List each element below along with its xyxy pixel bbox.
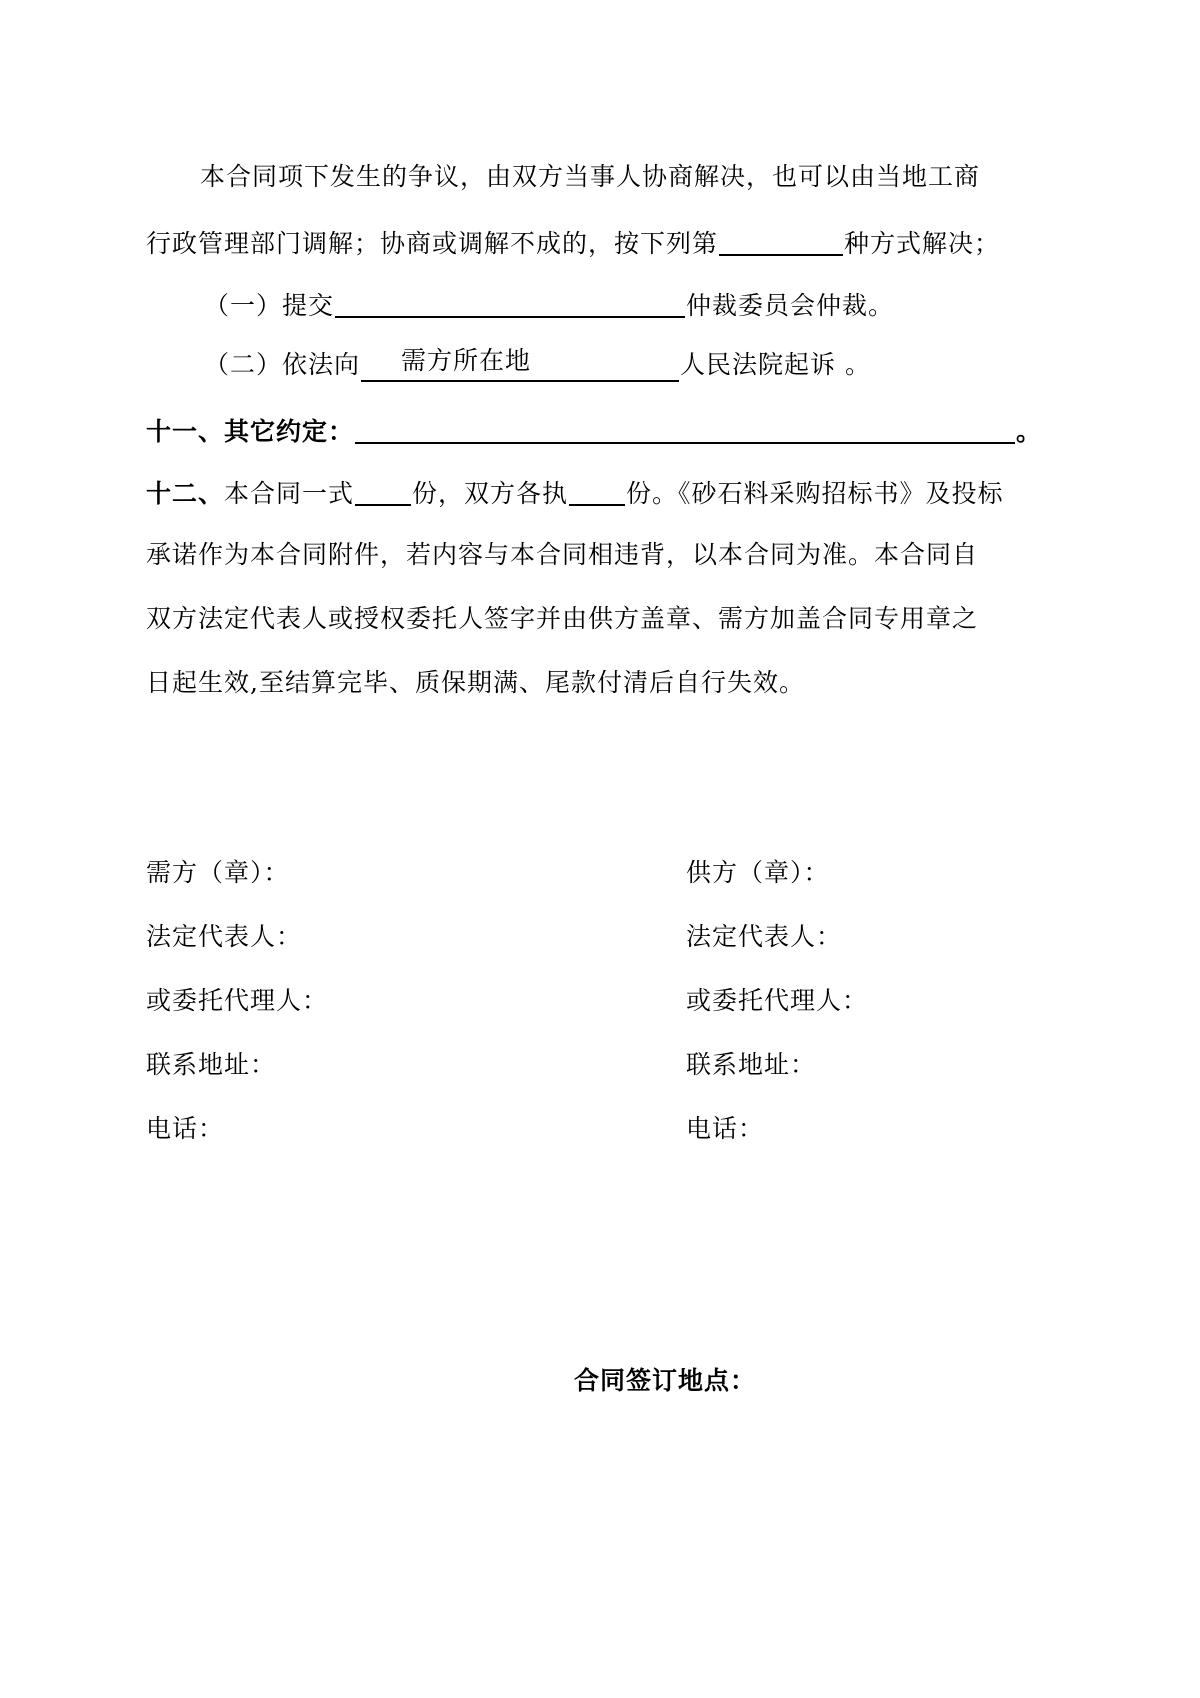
option-2-text-a: （二）依法向 bbox=[204, 350, 361, 379]
clause-12-text-2: 承诺作为本合同附件，若内容与本合同相违背，以本合同为准。本合同自 bbox=[146, 540, 979, 569]
clause-11-line bbox=[146, 412, 1042, 449]
option-1-line bbox=[204, 286, 894, 323]
supplier-rep-label: 法定代表人： bbox=[686, 922, 843, 951]
supplier-seal-label: 供方（章）： bbox=[686, 858, 830, 887]
clause-11-label: 十一、其它约定： bbox=[146, 417, 355, 446]
buyer-address-label: 联系地址： bbox=[146, 1050, 277, 1079]
court-location-value: 需方所在地 bbox=[401, 346, 532, 375]
clause-12-text-a: 本合同一式 bbox=[224, 479, 355, 508]
copies-each-blank[interactable] bbox=[569, 478, 625, 506]
buyer-phone-label: 电话： bbox=[146, 1114, 225, 1143]
clause-12-text-c: 份。《砂石料采购招标书》及投标 bbox=[626, 479, 1004, 508]
buyer-agent-label: 或委托代理人： bbox=[146, 986, 329, 1015]
clause-12-line-3 bbox=[146, 602, 978, 636]
supplier-agent-label: 或委托代理人： bbox=[686, 986, 869, 1015]
option-1-text-a: （一）提交 bbox=[204, 291, 335, 320]
dispute-text-2b: 种方式解决； bbox=[844, 229, 1001, 258]
arbitration-commission-blank[interactable] bbox=[335, 290, 685, 318]
clause-12-text-3: 双方法定代表人或授权委托人签字并由供方盖章、需方加盖合同专用章之 bbox=[146, 604, 979, 633]
court-location-field[interactable] bbox=[361, 346, 679, 382]
method-number-blank[interactable] bbox=[719, 228, 843, 256]
buyer-seal-label: 需方（章）： bbox=[146, 858, 290, 887]
supplier-address-label: 联系地址： bbox=[686, 1050, 817, 1079]
dispute-line-2 bbox=[146, 224, 1000, 261]
clause-12-text-b: 份，双方各执 bbox=[412, 479, 569, 508]
clause-12-line-1 bbox=[146, 474, 1004, 511]
signing-place-label: 合同签订地点： bbox=[574, 1366, 757, 1395]
buyer-rep-label: 法定代表人： bbox=[146, 922, 303, 951]
other-terms-blank[interactable] bbox=[355, 416, 1015, 444]
dispute-text-1: 本合同项下发生的争议，由双方当事人协商解决，也可以由当地工商 bbox=[200, 162, 981, 191]
option-2-line bbox=[204, 348, 871, 382]
clause-12-line-4 bbox=[146, 666, 805, 700]
clause-12-number: 十二、 bbox=[146, 479, 225, 508]
dispute-line-1 bbox=[200, 160, 980, 194]
clause-11-end: 。 bbox=[1016, 417, 1043, 446]
dispute-text-2a: 行政管理部门调解；协商或调解不成的，按下列第 bbox=[146, 229, 719, 258]
option-1-text-b: 仲裁委员会仲裁。 bbox=[686, 291, 895, 320]
copies-total-blank[interactable] bbox=[355, 478, 411, 506]
clause-12-text-4: 日起生效,至结算完毕、质保期满、尾款付清后自行失效。 bbox=[146, 668, 805, 697]
option-2-text-b: 人民法院起诉 。 bbox=[680, 350, 871, 379]
clause-12-line-2 bbox=[146, 538, 978, 572]
supplier-phone-label: 电话： bbox=[686, 1114, 765, 1143]
